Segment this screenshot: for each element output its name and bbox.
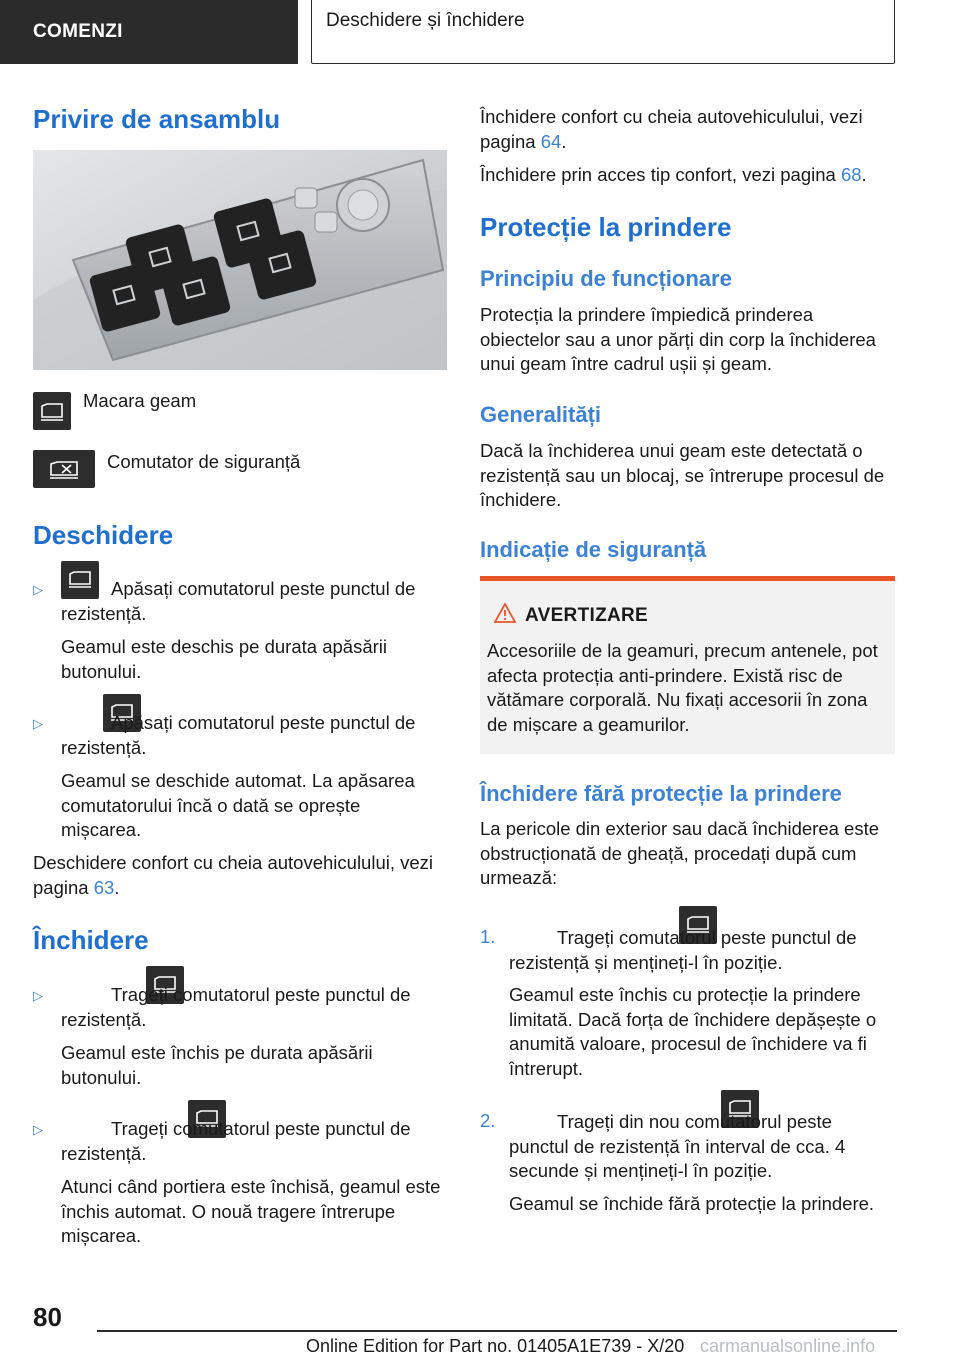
step-number-2: 2. [480, 1110, 496, 1131]
edition-text: Online Edition for Part no. 01405A1E739 - X/20 [306, 1336, 685, 1356]
warning-label: AVERTIZARE [525, 605, 648, 626]
window-lifter-icon [33, 392, 71, 430]
safety-switch-icon [33, 450, 95, 488]
no-protect-text: La pericole din exterior sau dacă închiderea este obstrucționată de gheață, procedați după cum urmează: [480, 818, 880, 888]
safety-title: Indicație de siguranță [480, 537, 707, 562]
comfort-access-text: Închidere prin acces tip confort, vezi pagina [480, 164, 836, 185]
bullet-triangle: ▷ [33, 716, 43, 731]
bullet-triangle: ▷ [33, 988, 43, 1003]
warning-triangle-icon [494, 603, 516, 628]
page-link-63[interactable]: 63 [93, 876, 115, 898]
step-result-2: Geamul se închide fără protecție la prindere. [509, 1193, 875, 1214]
topic-label: Deschidere și închidere [326, 10, 525, 31]
opening-action-2: Apăsați comutatorul peste punctul de rezistență. [61, 712, 416, 758]
section-tab: COMENZI [0, 0, 298, 64]
general-title: Generalități [480, 402, 602, 427]
closing-title: Închidere [33, 925, 149, 955]
page-link-64[interactable]: 64 [540, 130, 562, 152]
warning-text: Accesoriile de la geamuri, precum antenele, pot afecta protecția anti-prindere. Există risc de vătămare corporală. Nu fixați accesorii în zona de mișcare a geamurilor. [487, 640, 878, 735]
door-panel-photo [33, 150, 447, 370]
closing-action-1: Trageți comutatorul peste punctul de rezistență. [61, 984, 411, 1030]
watermark: carmanualsonline.info [700, 1336, 876, 1356]
bullet-triangle: ▷ [33, 582, 43, 597]
opening-action-1: Apăsați comutatorul peste punctul de rezistență. [61, 578, 416, 624]
legend-label-lifter: Macara geam [83, 390, 197, 411]
overview-title: Privire de ansamblu [33, 104, 281, 134]
no-protect-title: Închidere fără protecție la prindere [480, 781, 842, 806]
comfort-access-note: Închidere prin acces tip confort, vezi pagina 68. [480, 164, 867, 185]
warning-box [480, 576, 895, 754]
comfort-close-text: Închidere confort cu cheia autovehiculului, vezi pagina [480, 106, 863, 152]
closing-result-1: Geamul este închis pe durata apăsării butonului. [61, 1042, 373, 1088]
opening-result-1: Geamul este deschis pe durata apăsării butonului. [61, 636, 387, 682]
opening-result-2: Geamul se deschide automat. La apăsarea comutatorului încă o dată se oprește mișcarea. [61, 770, 415, 840]
comfort-close-note: Închidere confort cu cheia autovehiculului, vezi pagina 64. [480, 106, 863, 152]
bullet-triangle: ▷ [33, 1122, 43, 1137]
general-text: Dacă la închiderea unui geam este detectată o rezistență sau un blocaj, se întrerupe procesul de închidere. [480, 440, 885, 510]
topic-tab [311, 0, 895, 64]
opening-title: Deschidere [33, 520, 174, 550]
page-number: 80 [33, 1302, 62, 1332]
step-action-2: Trageți din nou comutatorul peste punctul de rezistență în interval de cca. 4 secunde și mențineți-l în poziție. [509, 1111, 846, 1181]
page-link-68[interactable]: 68 [840, 164, 862, 185]
principle-title: Principiu de funcționare [480, 266, 732, 291]
step-number-1: 1. [480, 926, 496, 947]
footer-divider [97, 1330, 897, 1332]
closing-action-2: Trageți comutatorul peste punctul de rezistență. [61, 1118, 411, 1164]
pinch-title: Protecție la prindere [480, 212, 732, 242]
step-action-1: Trageți comutatorul peste punctul de rezistență și mențineți-l în poziție. [509, 927, 857, 973]
opening-comfort-note: Deschidere confort cu cheia autovehiculului, vezi pagina 63. [33, 852, 434, 898]
legend-label-safety: Comutator de siguranță [107, 451, 301, 472]
principle-text: Protecția la prindere împiedică prinderea obiectelor sau a unor părți din corp la închiderea unui geam între cadrul ușii și geam. [480, 304, 876, 374]
step-result-1: Geamul este închis cu protecție la prindere limitată. Dacă forța de închidere depășește o anumită valoare, procesul de închidere va fi întrerupt. [509, 984, 877, 1079]
closing-result-2: Atunci când portiera este închisă, geamul este închis automat. O nouă tragere întrerupe mișcarea. [61, 1176, 441, 1246]
opening-comfort-text: Deschidere confort cu cheia autovehiculului, vezi pagina [33, 852, 434, 898]
